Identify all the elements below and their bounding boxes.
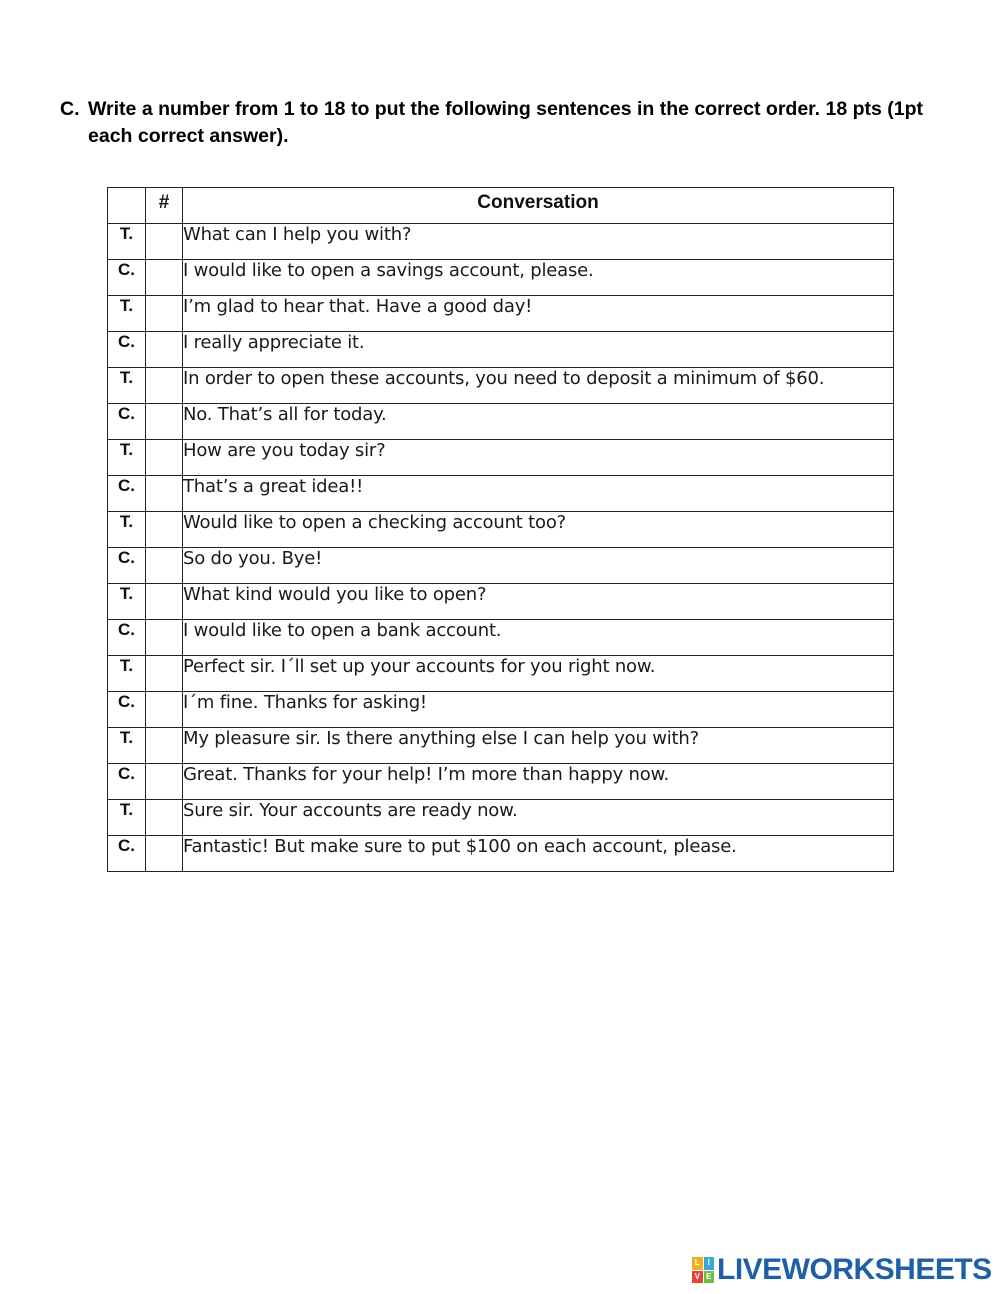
order-number-input[interactable] (146, 764, 183, 800)
speaker-cell: C. (108, 332, 146, 368)
order-number-input[interactable] (146, 260, 183, 296)
order-number-input[interactable] (146, 404, 183, 440)
speaker-cell: C. (108, 764, 146, 800)
speaker-cell: C. (108, 260, 146, 296)
order-number-input[interactable] (146, 800, 183, 836)
order-number-input[interactable] (146, 332, 183, 368)
speaker-cell: T. (108, 728, 146, 764)
order-number-input[interactable] (146, 296, 183, 332)
conversation-line: In order to open these accounts, you need to deposit a minimum of $60. (183, 368, 894, 404)
instruction-text: Write a number from 1 to 18 to put the following sentences in the correct order. 18 pts (1pt each correct answer). (88, 98, 924, 147)
speaker-cell: T. (108, 368, 146, 404)
conversation-line: I´m fine. Thanks for asking! (183, 692, 894, 728)
table-row (108, 548, 894, 584)
logo-mark-v: V (692, 1271, 703, 1284)
table-row (108, 404, 894, 440)
table-row (108, 836, 894, 872)
instruction-letter: C. (60, 98, 80, 120)
speaker-cell: T. (108, 512, 146, 548)
order-number-input[interactable] (146, 368, 183, 404)
speaker-cell: T. (108, 656, 146, 692)
speaker-cell: T. (108, 584, 146, 620)
header-speaker (108, 188, 146, 224)
conversation-line: Great. Thanks for your help! I’m more than happy now. (183, 764, 894, 800)
table-row (108, 296, 894, 332)
header-conversation: Conversation (183, 188, 894, 224)
table-row (108, 620, 894, 656)
conversation-line: How are you today sir? (183, 440, 894, 476)
conversation-line: So do you. Bye! (183, 548, 894, 584)
speaker-cell: C. (108, 404, 146, 440)
conversation-line: I’m glad to hear that. Have a good day! (183, 296, 894, 332)
order-number-input[interactable] (146, 476, 183, 512)
conversation-line: What kind would you like to open? (183, 584, 894, 620)
liveworksheets-logo (692, 1254, 992, 1286)
liveworksheets-logo-icon (692, 1257, 714, 1283)
speaker-cell: T. (108, 296, 146, 332)
order-number-input[interactable] (146, 836, 183, 872)
conversation-line: What can I help you with? (183, 224, 894, 260)
table-row (108, 224, 894, 260)
instruction (60, 96, 960, 150)
table-body (108, 224, 894, 872)
table-row (108, 656, 894, 692)
speaker-cell: C. (108, 620, 146, 656)
order-number-input[interactable] (146, 440, 183, 476)
speaker-cell: T. (108, 440, 146, 476)
order-number-input[interactable] (146, 584, 183, 620)
order-number-input[interactable] (146, 512, 183, 548)
conversation-line: My pleasure sir. Is there anything else I can help you with? (183, 728, 894, 764)
conversation-line: Sure sir. Your accounts are ready now. (183, 800, 894, 836)
conversation-line: Would like to open a checking account too? (183, 512, 894, 548)
table-header-row (108, 188, 894, 224)
conversation-line: I would like to open a bank account. (183, 620, 894, 656)
logo-text: LIVEWORKSHEETS (717, 1253, 992, 1286)
speaker-cell: T. (108, 224, 146, 260)
table-row (108, 584, 894, 620)
conversation-line: Perfect sir. I´ll set up your accounts for you right now. (183, 656, 894, 692)
conversation-line: I would like to open a savings account, please. (183, 260, 894, 296)
table-row (108, 332, 894, 368)
speaker-cell: T. (108, 800, 146, 836)
conversation-line: No. That’s all for today. (183, 404, 894, 440)
table-row (108, 800, 894, 836)
speaker-cell: C. (108, 692, 146, 728)
speaker-cell: C. (108, 548, 146, 584)
table-row (108, 728, 894, 764)
logo-mark-l: L (692, 1257, 703, 1270)
table-row (108, 512, 894, 548)
logo-mark-i: I (704, 1257, 715, 1270)
table-row (108, 368, 894, 404)
table-row (108, 440, 894, 476)
table-row (108, 260, 894, 296)
conversation-table (107, 187, 894, 872)
logo-mark-e: E (704, 1271, 715, 1284)
header-number: # (146, 188, 183, 224)
order-number-input[interactable] (146, 656, 183, 692)
order-number-input[interactable] (146, 728, 183, 764)
order-number-input[interactable] (146, 620, 183, 656)
order-number-input[interactable] (146, 692, 183, 728)
conversation-line: Fantastic! But make sure to put $100 on each account, please. (183, 836, 894, 872)
table-row (108, 476, 894, 512)
speaker-cell: C. (108, 476, 146, 512)
conversation-line: I really appreciate it. (183, 332, 894, 368)
table-row (108, 764, 894, 800)
order-number-input[interactable] (146, 224, 183, 260)
table-row (108, 692, 894, 728)
order-number-input[interactable] (146, 548, 183, 584)
conversation-line: That’s a great idea!! (183, 476, 894, 512)
speaker-cell: C. (108, 836, 146, 872)
